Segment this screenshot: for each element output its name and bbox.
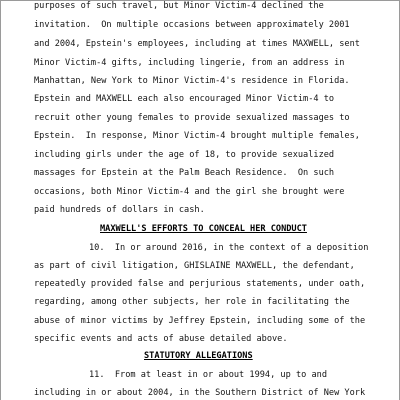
text-line: purposes of such travel, but Minor Victim-4 declined the	[34, 1, 324, 11]
text-line: including girls under the age of 18, to provide sexualized	[34, 150, 335, 161]
text-line: Epstein and MAXWELL each also encouraged Minor Victim-4 to	[34, 94, 335, 105]
text-line: Minor Victim-4 gifts, including lingerie, from an address in	[34, 57, 345, 68]
page-border-left	[0, 0, 1, 400]
text-line: occasions, both Minor Victim-4 and the girl she brought were	[34, 186, 345, 197]
text-line: paid hundreds of dollars in cash.	[34, 205, 205, 215]
text-line: Epstein. In response, Minor Victim-4 brought multiple females,	[34, 130, 360, 141]
paragraph-10-first-line: 10. In or around 2016, in the context of a deposition	[89, 242, 369, 253]
text-line: massages for Epstein at the Palm Beach Residence. On such	[34, 168, 335, 179]
section-heading-statutory: STATUTORY ALLEGATIONS	[144, 351, 253, 362]
text-line: abuse of minor victims by Jeffrey Epstein, including some of the	[34, 315, 366, 326]
text-line: including in or about 2004, in the Southern District of New York	[34, 388, 366, 398]
text-line: repeatedly provided false and perjurious statements, under oath,	[34, 279, 366, 290]
text-line: regarding, among other subjects, her role in facilitating the	[34, 297, 350, 308]
section-heading-conceal: MAXWELL'S EFFORTS TO CONCEAL HER CONDUCT	[100, 224, 307, 235]
text-line: as part of civil litigation, GHISLAINE MAXWELL, the defendant,	[34, 260, 355, 271]
text-line: invitation. On multiple occasions between approximately 2001	[34, 20, 350, 31]
text-line: Manhattan, New York to Minor Victim-4's residence in Florida.	[34, 76, 350, 86]
text-line: and 2004, Epstein's employees, including at times MAXWELL, sent	[34, 39, 360, 50]
text-line: specific events and acts of abuse detailed above.	[34, 334, 288, 344]
paragraph-11-first-line: 11. From at least in or about 1994, up to and	[89, 369, 327, 380]
text-line: recruit other young females to provide sexualized massages to	[34, 112, 350, 123]
